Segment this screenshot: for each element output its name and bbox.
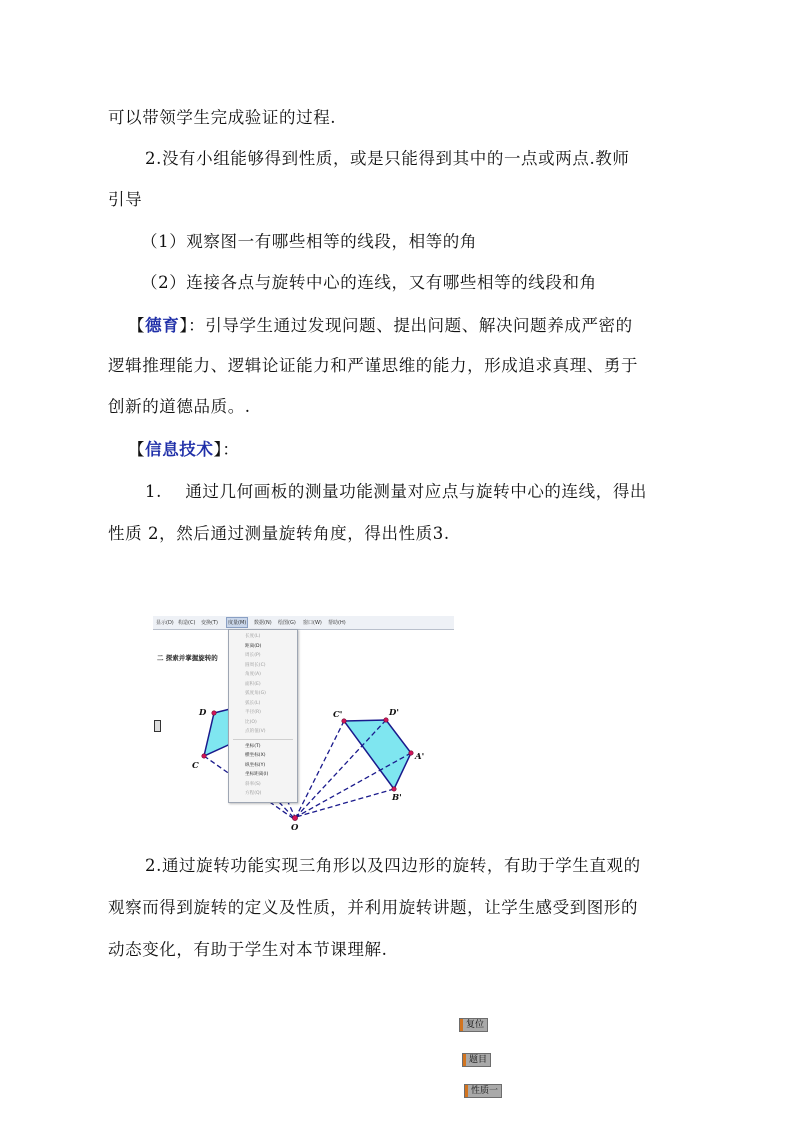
text-line: 逻辑推理能力、逻辑论证能力和严谨思维的能力，形成追求真理、勇于	[108, 356, 639, 375]
menu-item[interactable]: 构造(C)	[178, 620, 196, 626]
sketch-title: 二 探索并掌握旋转的	[157, 654, 218, 662]
text-line: 1. 通过几何画板的测量功能测量对应点与旋转中心的连线，得出	[145, 482, 648, 501]
menu-item[interactable]: 变换(T)	[201, 620, 218, 626]
deyu-heading: 德育	[145, 316, 180, 335]
dropdown-item[interactable]: 比(O)	[245, 719, 257, 725]
it-heading: 信息技术	[145, 440, 214, 459]
point-A-prime	[409, 751, 413, 755]
menu-separator	[233, 739, 293, 740]
label-B-prime: B'	[392, 793, 402, 803]
menu-item[interactable]: 帮助(H)	[328, 620, 346, 626]
label-C: C	[192, 761, 199, 771]
point-C	[202, 754, 206, 758]
measure-dropdown-menu	[228, 629, 298, 803]
rotated-quadrilateral	[344, 720, 411, 789]
deyu-line	[128, 315, 633, 337]
text-line: 引导	[108, 190, 143, 209]
text-line: 可以带领学生完成验证的过程.	[108, 108, 337, 127]
dropdown-item[interactable]: 弧度角(G)	[245, 691, 266, 696]
point-B-prime	[392, 787, 396, 791]
text-line: 2.通过旋转功能实现三角形以及四边形的旋转，有助于学生直观的	[145, 856, 641, 875]
reset-button[interactable]: 复位	[459, 1018, 488, 1032]
point-C-prime	[342, 719, 346, 723]
menu-item[interactable]: 显示(D)	[156, 620, 174, 626]
menu-item[interactable]: 数据(N)	[254, 620, 272, 626]
text-line: 2.没有小组能够得到性质，或是只能得到其中的一点或两点.教师	[145, 149, 630, 168]
dropdown-item[interactable]: 角度(A)	[245, 672, 261, 677]
problem-button[interactable]: 题目	[462, 1053, 491, 1067]
dropdown-item[interactable]: 横坐标(X)	[245, 753, 266, 758]
label-A-prime: A'	[415, 752, 425, 762]
dropdown-item[interactable]: 坐标(T)	[245, 743, 261, 749]
geometry-sketch	[153, 616, 454, 834]
point-D	[212, 711, 216, 715]
text-line: 创新的道德品质。.	[108, 397, 251, 416]
bracket: 【	[128, 316, 146, 335]
text-line: （1）观察图一有哪些相等的线段，相等的角	[141, 232, 477, 251]
menu-item[interactable]: 窗口(W)	[303, 620, 322, 626]
label-C-prime: C'	[333, 710, 343, 720]
menu-item[interactable]: 度量(M)	[226, 617, 248, 628]
label-O: O	[291, 823, 299, 833]
dropdown-item[interactable]: 周长(P)	[245, 653, 261, 658]
point-O	[292, 815, 297, 820]
dropdown-item[interactable]: 半径(R)	[245, 710, 261, 715]
text-line: 观察而得到旋转的定义及性质，并利用旋转讲题，让学生感受到图形的	[108, 898, 639, 917]
dropdown-item[interactable]: 弧长(L)	[245, 700, 261, 706]
text-line: 性质 2，然后通过测量旋转角度，得出性质3.	[108, 524, 450, 543]
point-D-prime	[384, 718, 388, 722]
label-D-prime: D'	[389, 708, 399, 718]
label-D: D	[199, 708, 207, 718]
dropdown-item[interactable]: 纵坐标(Y)	[245, 762, 266, 768]
bracket: 】：	[213, 440, 240, 459]
text-line: （2）连接各点与旋转中心的连线，又有哪些相等的线段和角	[141, 273, 597, 292]
it-heading-line	[128, 439, 239, 461]
text-line: 动态变化，有助于学生对本节课理解.	[108, 940, 388, 959]
bracket: 【	[128, 440, 146, 459]
property-one-button[interactable]: 性质一	[464, 1084, 502, 1098]
dropdown-item[interactable]: 斜率(S)	[245, 781, 261, 787]
dropdown-item[interactable]: 坐标距离(I)	[245, 772, 269, 777]
dropdown-item[interactable]: 点的值(V)	[245, 729, 266, 734]
dropdown-item[interactable]: 距离(D)	[245, 643, 262, 649]
deyu-text: 】：引导学生通过发现问题、提出问题、解决问题养成严密的	[179, 316, 633, 335]
gsp-screenshot	[153, 616, 454, 834]
dropdown-item[interactable]: 圆周长(C)	[245, 662, 266, 668]
dropdown-item[interactable]: 面积(E)	[245, 681, 261, 687]
dropdown-item[interactable]: 长度(L)	[245, 634, 261, 639]
menu-item[interactable]: 绘图(G)	[278, 620, 296, 626]
dropdown-item[interactable]: 方程(Q)	[245, 791, 262, 796]
